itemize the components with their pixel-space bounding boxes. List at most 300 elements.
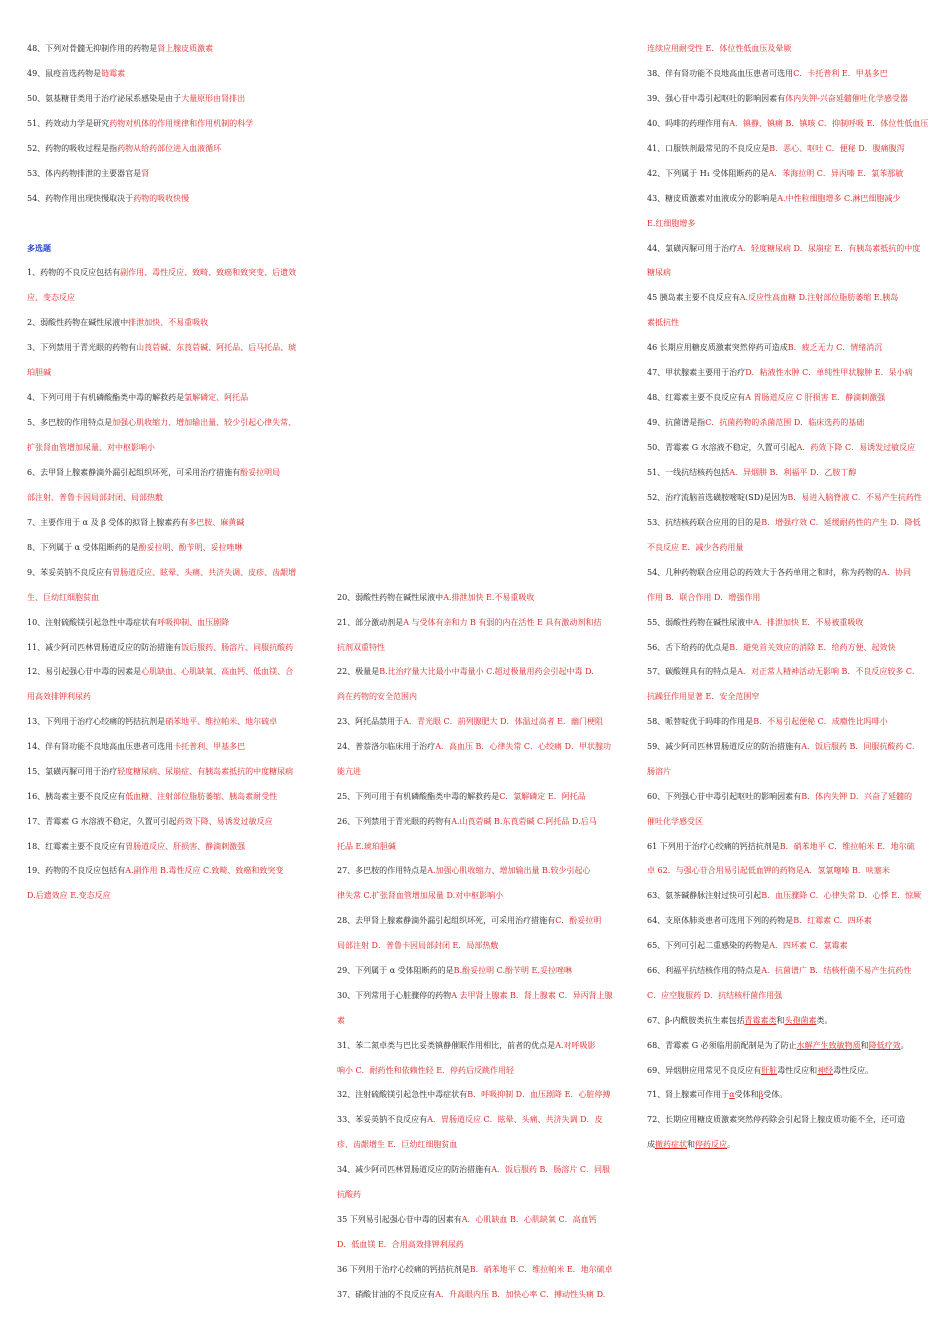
answer-text: 低血糖、注射部位脂肪萎缩、胰岛素耐受性 [125, 792, 278, 801]
question-line [27, 268, 296, 278]
answer-text: 糖尿病 [647, 268, 671, 277]
question-text: 31、苯二氮卓类与巴比妥类镇静催眠作用相比，前者的优点是 [337, 1041, 556, 1050]
answer-text: 抗酸药 [337, 1190, 361, 1199]
section-title: 多选题 [27, 244, 51, 253]
answer-text: 药物从给药部位进入血液循环 [117, 144, 222, 153]
answer-text: 呼吸抑制、血压剧降 [157, 618, 230, 627]
answer-blank: 神经 [817, 1066, 834, 1075]
question-line [647, 643, 895, 653]
answer-text: 作用 B．联合作用 D．增强作用 [647, 593, 761, 602]
answer-blank: α [729, 1090, 735, 1099]
answer-text: 抗剂双重特性 [337, 643, 385, 652]
question-text: 47、甲状腺素主要用于治疗 [647, 368, 746, 377]
question-line [337, 941, 498, 951]
question-text: 49、抗菌谱是指 [647, 418, 706, 427]
answer-text: 药物的吸收快慢 [133, 194, 190, 203]
question-line [27, 169, 149, 179]
answer-blank: 降低疗效 [868, 1041, 901, 1050]
answer-text: A．异烟肼 B．利福平 D．乙胺丁醇 [729, 468, 857, 477]
question-line [27, 443, 155, 453]
question-text: 7、主要作用于 α 及 β 受体的拟肾上腺素药有 [27, 518, 189, 527]
question-line [27, 44, 213, 54]
question-text: 38、伴有肾功能不良地高血压患者可选用 [647, 69, 794, 78]
answer-text: D.后遗效应 E.变态反应 [27, 891, 111, 900]
answer-text: 部注射、普鲁卡因局部封闭、局部热敷 [27, 493, 163, 502]
question-line [27, 742, 245, 752]
question-text: 11、减少阿司匹林胃肠道反应的防治措施有 [27, 643, 182, 652]
answer-text: A.中性粒细胞增多 C.淋巴细胞减少 [777, 194, 901, 203]
question-line [647, 891, 921, 901]
answer-text: A．镇静、镇痛 B．镇咳 C．抑制呼吸 E．体位性低血压 [729, 119, 929, 128]
question-text: 54、几种药物联合应用总的药效大于各药单用之和时，称为药物的 [647, 568, 882, 577]
question-text: 20、弱酸性药物在碱性尿液中 [337, 593, 444, 602]
answer-text: 抗躁狂作用显著 E．安全范围窄 [647, 692, 760, 701]
question-line [27, 692, 91, 702]
answer-text: B．体内失钾 D．兴奋了延髓的 [801, 792, 913, 801]
answer-text: B．避免首关效应的消除 E．给药方便、起效快 [729, 643, 896, 652]
question-line [337, 742, 611, 752]
answer-text: C．氯解磷定 E．阿托品 [499, 792, 586, 801]
question-line [647, 268, 671, 278]
question-text: 和 [687, 1140, 695, 1149]
answer-text: A 与受体有亲和力 B 有弱的内在活性 E 具有激动剂和拮 [403, 618, 602, 627]
question-line [647, 144, 905, 154]
question-line [337, 1041, 596, 1051]
answer-text: B．呼吸抑制 D．血压剧降 E．心脏停搏 [467, 1090, 611, 1099]
answer-text: 链霉素 [101, 69, 126, 78]
question-text: 56、舌下给药的优点是 [647, 643, 730, 652]
answer-text: 素 [337, 1016, 345, 1025]
answer-text: 应、变态反应 [27, 293, 75, 302]
question-line [337, 692, 417, 702]
answer-text: A.反应性高血糖 D.注射部位脂肪萎缩 E.胰岛 [739, 293, 899, 302]
question-line [27, 792, 277, 802]
question-text: 53、抗结核药联合应用的目的是 [647, 518, 762, 527]
question-line [27, 717, 277, 727]
question-text: 9、苯妥英钠不良反应有 [27, 568, 113, 577]
question-line [647, 219, 695, 229]
question-line [337, 1165, 610, 1175]
question-line [27, 418, 296, 428]
question-line [337, 817, 597, 827]
question-line [647, 1090, 787, 1100]
question-text: 14、伴有肾功能不良地高血压患者可选用 [27, 742, 174, 751]
answer-text: B．恶心、呕吐 C．便秘 D．腹痛腹泻 [769, 144, 905, 153]
question-line [647, 568, 911, 578]
question-text: 成 [647, 1140, 655, 1149]
question-line [647, 817, 703, 827]
answer-text: 酚妥拉明、酚苄明、妥拉唑啉 [138, 543, 243, 552]
question-line [647, 543, 743, 553]
question-line [27, 293, 75, 303]
answer-text: A.对呼吸影 [555, 1041, 596, 1050]
question-text: 30、下列常用于心脏骤停的药物 [337, 991, 452, 1000]
answer-text: A.副作用 B.毒性反应 C.致畸、致癌和致突变 [125, 866, 284, 875]
answer-text: 律失常 C.扩张肾血管增加尿量 D.对中枢影响小 [337, 891, 504, 900]
question-text: 27、多巴胺的作用特点是 [337, 866, 428, 875]
question-line [337, 1290, 605, 1300]
answer-text: 素抵抗性 [647, 318, 679, 327]
question-line [337, 1090, 610, 1100]
question-line [647, 916, 872, 926]
answer-text: A．饭后服药 B．肠溶片 C．同服 [491, 1165, 611, 1174]
question-text: 51、药效动力学是研究 [27, 119, 110, 128]
question-text: 51、一线抗结核药包括 [647, 468, 730, 477]
question-line [647, 866, 890, 876]
question-text: 43、糖皮质激素对血液成分的影响是 [647, 194, 778, 203]
question-line [647, 593, 760, 603]
question-text: 毒性反应。 [833, 1066, 874, 1075]
question-text: 48、红霉素主要不良反应有 [647, 393, 746, 402]
question-line [647, 368, 913, 378]
answer-text: 心肌缺血、心肌缺氧、高血钙、低血镁、合 [141, 667, 294, 676]
question-line [27, 667, 293, 677]
answer-text: A．轻度糖尿病 D．尿崩症 E．有胰岛素抵抗的中度 [737, 244, 921, 253]
question-text: 58、哌替啶优于吗啡的作用是 [647, 717, 754, 726]
question-line [337, 1215, 597, 1225]
answer-text: C．卡托普利 E．甲基多巴 [793, 69, 888, 78]
answer-text: A 胃肠道反应 C 肝损害 E．静滴刺激强 [745, 393, 886, 402]
answer-blank: 撤药症状 [655, 1140, 687, 1149]
question-text: 21、部分激动剂是 [337, 618, 404, 627]
question-text: 受体。 [763, 1090, 788, 1099]
answer-text: A.排泄加快 E.不易重吸收 [443, 593, 535, 602]
question-text: 68、青霉素 G 必须临用前配制是为了防止 [647, 1041, 797, 1050]
answer-text: 加强心肌收缩力、增加输出量、较少引起心律失常、 [112, 418, 297, 427]
question-line [337, 1115, 603, 1125]
question-line [647, 1041, 909, 1051]
question-line [27, 518, 244, 528]
answer-blank: 头孢菌素 [784, 1016, 817, 1025]
question-line [647, 443, 915, 453]
answer-text: 硝苯地平、维拉帕米、地尔硫卓 [165, 717, 278, 726]
question-text: 。 [900, 1041, 909, 1050]
question-text: 54、药物作用出现快慢取决于 [27, 194, 134, 203]
question-text: 2、弱酸性药物在碱性尿液中 [27, 318, 129, 327]
question-line [337, 1190, 361, 1200]
question-text: 35 下列易引起强心苷中毒的因素有 [337, 1215, 462, 1224]
question-line [647, 667, 920, 677]
answer-blank: 青霉素类 [744, 1016, 777, 1025]
answer-text: A．胃肠道反应 C．眩晕、头痛、共济失调 D．皮 [427, 1115, 603, 1124]
answer-blank: 肝脏 [761, 1066, 778, 1075]
question-line [337, 618, 601, 628]
answer-text: 卡托普利、甲基多巴 [173, 742, 246, 751]
question-line [337, 1140, 457, 1150]
answer-text: 连续应用耐受性 E．体位性低血压及晕厥 [647, 44, 792, 53]
answer-text: 胃肠道反应、肝损害、静滴刺激强 [125, 842, 246, 851]
question-line [647, 119, 928, 129]
answer-text: A.山莨菪碱 B.东莨菪碱 C.阿托品 D.后马 [451, 817, 597, 826]
question-line [27, 393, 248, 403]
answer-text: A．氢氯噻嗪 B．呋塞米 [803, 866, 890, 875]
question-text: 45 胰岛素主要不良反应有 [647, 293, 740, 302]
question-text: 41、口服铁剂最常见的不良反应是 [647, 144, 770, 153]
question-text: 42、下列属于 H₁ 受体阻断药的是 [647, 169, 769, 178]
question-text: 17、青霉素 G 水溶液不稳定，久置可引起 [27, 817, 177, 826]
question-line [647, 991, 782, 1001]
question-line [647, 418, 864, 428]
question-line [337, 991, 613, 1001]
answer-text: A.加强心肌收缩力、增加输出量 B.较少引起心 [427, 866, 591, 875]
question-line [337, 767, 361, 777]
answer-text: 肾上腺皮质激素 [157, 44, 214, 53]
answer-text: 生、巨幼红细胞贫血 [27, 593, 99, 602]
section-heading [27, 244, 51, 254]
answer-text: 能亢进 [337, 767, 361, 776]
answer-text: 酚妥拉明局 [240, 468, 281, 477]
answer-text: 药物对机体的作用规律和作用机制的科学 [109, 119, 254, 128]
question-line [647, 1016, 833, 1026]
answer-text: A．协同 [881, 568, 911, 577]
answer-text: D．粘液性水肿 C．单纯性甲状腺肿 E．呆小病 [745, 368, 913, 377]
question-text: 13、下列用于治疗心绞痛的钙拮抗剂是 [27, 717, 166, 726]
question-line [337, 717, 603, 727]
question-line [27, 119, 253, 129]
question-text: 类。 [816, 1016, 833, 1025]
answer-text: 排泄加快、不易重吸收 [128, 318, 209, 327]
answer-text: 药效下降、易诱发过敏反应 [176, 817, 273, 826]
question-text: 71、肾上腺素可作用于 [647, 1090, 730, 1099]
question-line [647, 717, 888, 727]
question-line [27, 468, 280, 478]
question-line [337, 792, 586, 802]
answer-text: 不良反应 E．减少各药用量 [647, 543, 744, 552]
question-line [647, 941, 848, 951]
answer-text: 副作用、毒性反应、致畸、致癌和致突变、后遗效 [120, 268, 297, 277]
question-text: 和 [860, 1041, 869, 1050]
question-line [647, 69, 888, 79]
question-text: 受体和 [734, 1090, 759, 1099]
question-line [337, 593, 534, 603]
question-text: 25、下列可用于有机磷酸酯类中毒的解救药是 [337, 792, 500, 801]
question-line [647, 293, 898, 303]
answer-text: A．药效下降 C．易诱发过敏反应 [796, 443, 916, 452]
question-line [27, 866, 283, 876]
question-line [27, 543, 243, 553]
question-text: 毒性反应和 [777, 1066, 818, 1075]
answer-text: C．酚妥拉明 [555, 916, 602, 925]
question-line [337, 866, 590, 876]
question-line [337, 966, 572, 976]
question-line [27, 318, 208, 328]
question-text: 3、下列禁用于青光眼的药物有 [27, 343, 137, 352]
question-line [27, 493, 163, 503]
question-text: 66、利福平抗结核作用的特点是 [647, 966, 762, 975]
answer-text: 氯解磷定、阿托品 [184, 393, 249, 402]
question-text: 63、氨茶碱静脉注射过快可引起 [647, 891, 762, 900]
question-line [337, 1265, 613, 1275]
answer-text: 饭后服药、肠溶片、同服抗酸药 [181, 643, 294, 652]
question-text: 34、减少阿司匹林胃肠道反应的防治措施有 [337, 1165, 492, 1174]
question-line [337, 1066, 514, 1076]
question-line [27, 368, 51, 378]
question-line [647, 244, 920, 254]
question-line [27, 817, 273, 827]
answer-text: 尚在药物的安全范围内 [337, 692, 417, 701]
answer-text: A．升高眼内压 B．加快心率 C．搏动性头痛 D. [435, 1290, 606, 1299]
question-text: 61 下列用于治疗心绞痛的钙拮抗剂是 [647, 842, 780, 851]
question-text: 22、极量是 [337, 667, 380, 676]
answer-text: 卓 62．与强心苷合用易引起低血钾的药物是 [647, 866, 804, 875]
question-text: 53、体内药物排泄的主要器官是 [27, 169, 142, 178]
answer-text: B．增强疗效 C．延缓耐药性的产生 D．降低 [761, 518, 921, 527]
answer-text: 山莨菪碱、东莨菪碱、阿托品、后马托品、琥 [136, 343, 297, 352]
question-text: 69、异烟肼应用常见不良反应有 [647, 1066, 762, 1075]
question-line [337, 643, 385, 653]
question-line [337, 891, 503, 901]
answer-text: 多巴胺、麻黄碱 [188, 518, 245, 527]
answer-text: A．高血压 B．心律失常 C．心绞痛 D．甲状腺功 [435, 742, 612, 751]
question-line [27, 593, 99, 603]
question-line [647, 518, 921, 528]
answer-text: 大量原形由肾排出 [181, 94, 246, 103]
question-text: 33、苯妥英钠不良反应有 [337, 1115, 428, 1124]
question-text: 19、药物的不良反应包括有 [27, 866, 126, 875]
question-line [647, 1140, 735, 1150]
question-text: 57、碳酸锂具有的特点是 [647, 667, 738, 676]
question-line [647, 493, 922, 503]
answer-text: A．青光眼 C．前列腺肥大 D．体温过高者 E．幽门梗阻 [403, 717, 603, 726]
question-line [337, 667, 594, 677]
answer-text: A 去甲肾上腺素 B．肾上腺素 C．异丙肾上腺 [451, 991, 613, 1000]
question-text: 36 下列用于治疗心绞痛的钙拮抗剂是 [337, 1265, 470, 1274]
question-text: 8、下列属于 α 受体阻断药的是 [27, 543, 139, 552]
question-text: 16、胰岛素主要不良反应有 [27, 792, 126, 801]
question-text: 55、弱酸性药物在碱性尿液中 [647, 618, 754, 627]
question-text: 72、长期应用糖皮质激素突然停药除会引起肾上腺皮质功能不全，还可造 [647, 1115, 906, 1124]
question-line [27, 842, 245, 852]
question-line [647, 1066, 873, 1076]
question-line [27, 144, 221, 154]
answer-text: B．红霉素 C．四环素 [793, 916, 872, 925]
question-text: 1、药物的不良反应包括有 [27, 268, 121, 277]
question-line [27, 94, 245, 104]
question-line [337, 842, 396, 852]
question-text: 65、下列可引起二重感染的药物是 [647, 941, 770, 950]
question-line [647, 767, 671, 777]
question-line [27, 618, 229, 628]
question-line [647, 966, 911, 976]
question-line [337, 1240, 464, 1250]
answer-text: C．抗菌药物的杀菌范围 D．临床选药的基础 [705, 418, 865, 427]
answer-text: 肾 [141, 169, 150, 178]
question-text: 15、氯磺丙脲可用于治疗 [27, 767, 118, 776]
question-text: 24、普萘洛尔临床用于治疗 [337, 742, 436, 751]
answer-text: A．苯海拉明 C．异丙嗪 E．氯苯那敏 [768, 169, 904, 178]
answer-text: B.酚妥拉明 C.酚苄明 E.妥拉唑啉 [453, 966, 572, 975]
question-text: 18、红霉素主要不良反应有 [27, 842, 126, 851]
question-text: 59、减少阿司匹林胃肠道反应的防治措施有 [647, 742, 802, 751]
question-text: 64、支原体肺炎患者可选用下列的药物是 [647, 916, 794, 925]
answer-text: A．对正常人精神活动无影响 B．不良反应较多 C． [737, 667, 921, 676]
question-text: 。 [727, 1140, 735, 1149]
answer-text: 响小 C．耐药性和依赖性轻 E．停药后反跳作用轻 [337, 1066, 515, 1075]
answer-text: A．四环素 C．氯霉素 [769, 941, 848, 950]
question-text: 4、下列可用于有机磷酸酯类中毒的解救药是 [27, 393, 185, 402]
question-line [647, 343, 882, 353]
question-text: 28、去甲肾上腺素静滴外漏引起组织坏死，可采用治疗措施有 [337, 916, 556, 925]
question-text: 40、吗啡的药理作用有 [647, 119, 730, 128]
answer-text: B．硝苯地平 C．维拉帕米 E．地尔硫 [779, 842, 915, 851]
question-line [337, 916, 601, 926]
answer-text: 局部注射 D．普鲁卡因局部封闭 E．局部热敷 [337, 941, 499, 950]
question-line [337, 1016, 345, 1026]
question-text: 50、氨基糖苷类用于治疗泌尿系感染是由于 [27, 94, 182, 103]
question-line [647, 44, 791, 54]
question-text: 52、治疗流脑首选磺胺嘧啶(SD)是因为 [647, 493, 788, 502]
answer-text: A．饭后服药 B．同服抗酸药 C． [801, 742, 921, 751]
answer-text: 胃肠道反应、眩晕、头痛、共济失调、皮疹、齿龈增 [112, 568, 297, 577]
question-line [27, 343, 296, 353]
question-line [647, 393, 885, 403]
question-text: 12、易引起强心苷中毒的因素是 [27, 667, 142, 676]
answer-text: D．低血镁 E．合用高效排钾利尿药 [337, 1240, 464, 1249]
question-line [647, 842, 915, 852]
question-text: 37、硝酸甘油的不良反应有 [337, 1290, 436, 1299]
answer-text: 催吐化学感受区 [647, 817, 703, 826]
question-text: 5、多巴胺的作用特点是 [27, 418, 113, 427]
answer-text: 肠溶片 [647, 767, 671, 776]
question-line [27, 767, 293, 777]
question-line [647, 94, 908, 104]
question-text: 44、氯磺丙脲可用于治疗 [647, 244, 738, 253]
answer-text: B．易进入脑脊液 C．不易产生抗药性 [787, 493, 922, 502]
answer-text: 托品 E.琥珀胆碱 [337, 842, 396, 851]
question-text: 6、去甲肾上腺素静滴外漏引起组织坏死，可采用治疗措施有 [27, 468, 241, 477]
question-line [647, 468, 856, 478]
question-line [647, 742, 920, 752]
question-text: 67、β-内酰胺类抗生素包括 [647, 1016, 745, 1025]
question-line [27, 568, 296, 578]
question-text: 39、强心苷中毒引起呕吐的影响因素有 [647, 94, 786, 103]
answer-text: A．抗菌谱广 B．结核杆菌不易产生抗药性 [761, 966, 912, 975]
question-text: 60、下列强心苷中毒引起呕吐的影响因素有 [647, 792, 802, 801]
answer-text: B．不易引起便秘 C．成瘾性比吗啡小 [753, 717, 888, 726]
question-line [647, 692, 759, 702]
answer-text: 珀胆碱 [27, 368, 51, 377]
question-line [27, 643, 293, 653]
answer-text: C．应空腹服药 D．抗结核杆菌作用强 [647, 991, 783, 1000]
question-text: 23、阿托品禁用于 [337, 717, 404, 726]
question-line [27, 194, 189, 204]
question-line [27, 69, 125, 79]
question-line [647, 792, 912, 802]
question-text: 49、鼠疫首选药物是 [27, 69, 102, 78]
answer-blank: 停药反应 [695, 1140, 727, 1149]
answer-text: 用高效排钾利尿药 [27, 692, 91, 701]
answer-text: B．血压骤降 C．心律失常 D．心悸 E．惊厥 [761, 891, 922, 900]
question-line [647, 618, 863, 628]
answer-text: 体内失钾-兴奋延髓催吐化学感受器 [785, 94, 908, 103]
question-text: 46 长期应用糖皮质激素突然停药可造成 [647, 343, 788, 352]
question-line [647, 318, 679, 328]
question-text: 52、药物的吸收过程是指 [27, 144, 118, 153]
question-text: 10、注射硫酸镁引起急性中毒症状有 [27, 618, 158, 627]
answer-text: A．排泄加快 E．不易被重吸收 [753, 618, 864, 627]
question-line [647, 194, 900, 204]
question-text: 50、青霉素 G 水溶液不稳定，久置可引起 [647, 443, 797, 452]
question-text: 29、下列属于 α 受体阻断药的是 [337, 966, 454, 975]
question-line [647, 169, 903, 179]
question-line [27, 891, 111, 901]
answer-text: E.红细胞增多 [647, 219, 696, 228]
answer-text: B．疲乏无力 C．情绪消沉 [787, 343, 883, 352]
answer-text: 扩张肾血管增加尿量、对中枢影响小 [27, 443, 155, 452]
answer-text: B.比治疗量大比最小中毒量小 C.超过极量用药会引起中毒 D. [379, 667, 594, 676]
question-text: 32、注射硫酸镁引起急性中毒症状有 [337, 1090, 468, 1099]
question-text: 和 [776, 1016, 785, 1025]
